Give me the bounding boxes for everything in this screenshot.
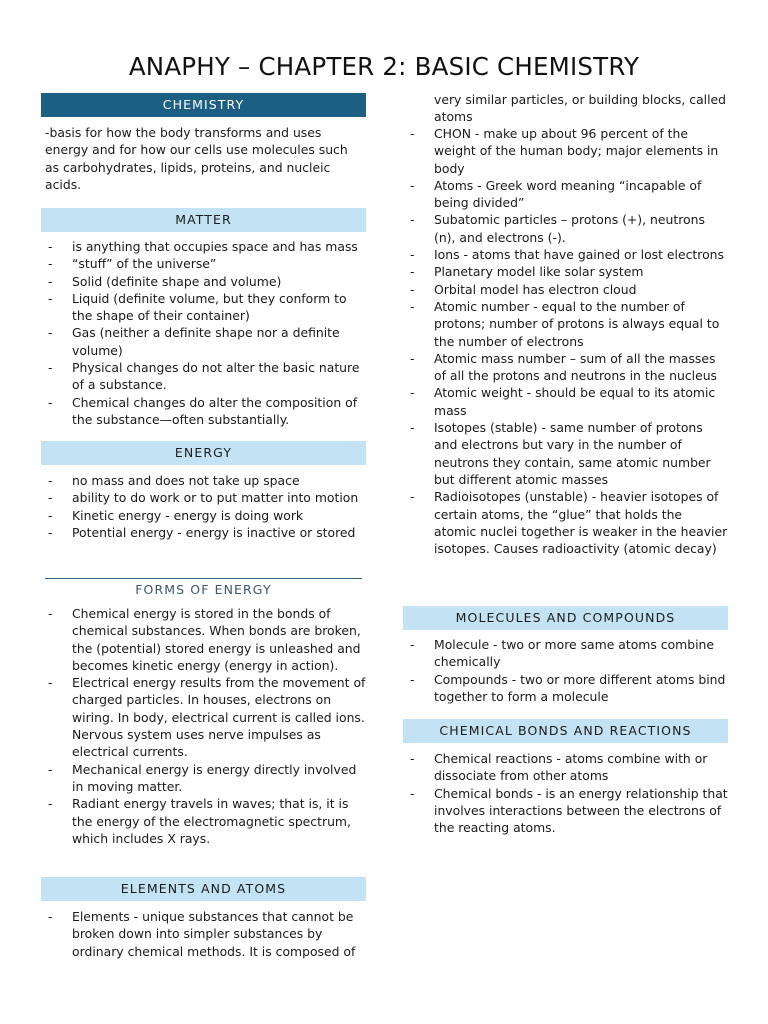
- list-item: - Chemical reactions - atoms combine with or dissociate from other atoms: [403, 750, 728, 785]
- list-item: - “stuff” of the universe”: [41, 255, 366, 272]
- list-item: - Atomic mass number – sum of all the masses of all the protons and neutrons in the nucleus: [403, 350, 728, 385]
- list-item: - Chemical changes do alter the composition of the substance—often substantially.: [41, 394, 366, 429]
- list-item: - Orbital model has electron cloud: [403, 281, 728, 298]
- list-item: - Gas (neither a definite shape nor a definite volume): [41, 324, 366, 359]
- chemistry-definition: -basis for how the body transforms and uses energy and for how our cells use molecules such as carbohydrates, lipids, proteins, and nucleic acids.: [45, 125, 348, 192]
- forms-of-energy-list: [41, 605, 366, 847]
- list-item: - Kinetic energy - energy is doing work: [41, 507, 366, 524]
- matter-list: [41, 238, 366, 428]
- list-item: - Potential energy - energy is inactive or stored: [41, 524, 366, 541]
- molecules-and-compounds-heading: MOLECULES AND COMPOUNDS: [403, 606, 728, 630]
- list-item: - Planetary model like solar system: [403, 263, 728, 280]
- list-item: - Chemical energy is stored in the bonds of chemical substances. When bonds are broken, the (potential) stored energy is unleashed and becomes kinetic energy (energy in action).: [41, 605, 366, 674]
- atoms-list: [403, 125, 728, 557]
- list-item: - Electrical energy results from the movement of charged particles. In houses, electrons on wiring. In body, electrical current is called ions. Nervous system uses nerve impulses as electrical currents.: [41, 674, 366, 760]
- list-item: - Physical changes do not alter the basic nature of a substance.: [41, 359, 366, 394]
- list-item: - Ions - atoms that have gained or lost electrons: [403, 246, 728, 263]
- list-item: - no mass and does not take up space: [41, 472, 366, 489]
- page-title: ANAPHY – CHAPTER 2: BASIC CHEMISTRY: [128, 52, 640, 81]
- list-item: - Atomic weight - should be equal to its atomic mass: [403, 384, 728, 419]
- chemistry-heading: CHEMISTRY: [41, 93, 366, 117]
- list-item: - Atoms - Greek word meaning “incapable of being divided”: [403, 177, 728, 212]
- list-item: - Isotopes (stable) - same number of protons and electrons but vary in the number of neutrons they contain, same atomic number but different atomic masses: [403, 419, 728, 488]
- molecules-list: [403, 636, 728, 705]
- list-item: - Atomic number - equal to the number of protons; number of protons is always equal to the number of electrons: [403, 298, 728, 350]
- list-item: - Molecule - two or more same atoms combine chemically: [403, 636, 728, 671]
- list-item: - ability to do work or to put matter into motion: [41, 489, 366, 506]
- list-item: - CHON - make up about 96 percent of the weight of the human body; major elements in body: [403, 125, 728, 177]
- elements-list-start: [41, 908, 366, 960]
- list-item: - is anything that occupies space and has mass: [41, 238, 366, 255]
- elements-and-atoms-heading: ELEMENTS AND ATOMS: [41, 877, 366, 901]
- list-item: - Radiant energy travels in waves; that is, it is the energy of the electromagnetic spectrum, which includes X rays.: [41, 795, 366, 847]
- list-item: - Subatomic particles – protons (+), neutrons (n), and electrons (-).: [403, 211, 728, 246]
- elements-continued-text: very similar particles, or building blocks, called atoms: [434, 92, 727, 125]
- forms-of-energy-heading: FORMS OF ENERGY: [45, 578, 362, 601]
- chemical-bonds-list: [403, 750, 728, 836]
- matter-heading: MATTER: [41, 208, 366, 232]
- list-item: - Elements - unique substances that cannot be broken down into simpler substances by ordinary chemical methods. It is composed of: [41, 908, 366, 960]
- energy-list: [41, 472, 366, 541]
- list-item: - Mechanical energy is energy directly involved in moving matter.: [41, 761, 366, 796]
- list-item: - Radioisotopes (unstable) - heavier isotopes of certain atoms, the “glue” that holds the atomic nuclei together is weaker in the heavier isotopes. Causes radioactivity (atomic decay): [403, 488, 728, 557]
- chemical-bonds-heading: CHEMICAL BONDS AND REACTIONS: [403, 719, 728, 743]
- list-item: - Chemical bonds - is an energy relationship that involves interactions between the electrons of the reacting atoms.: [403, 785, 728, 837]
- energy-heading: ENERGY: [41, 441, 366, 465]
- list-item: - Solid (definite shape and volume): [41, 273, 366, 290]
- list-item: - Liquid (definite volume, but they conform to the shape of their container): [41, 290, 366, 325]
- list-item: - Compounds - two or more different atoms bind together to form a molecule: [403, 671, 728, 706]
